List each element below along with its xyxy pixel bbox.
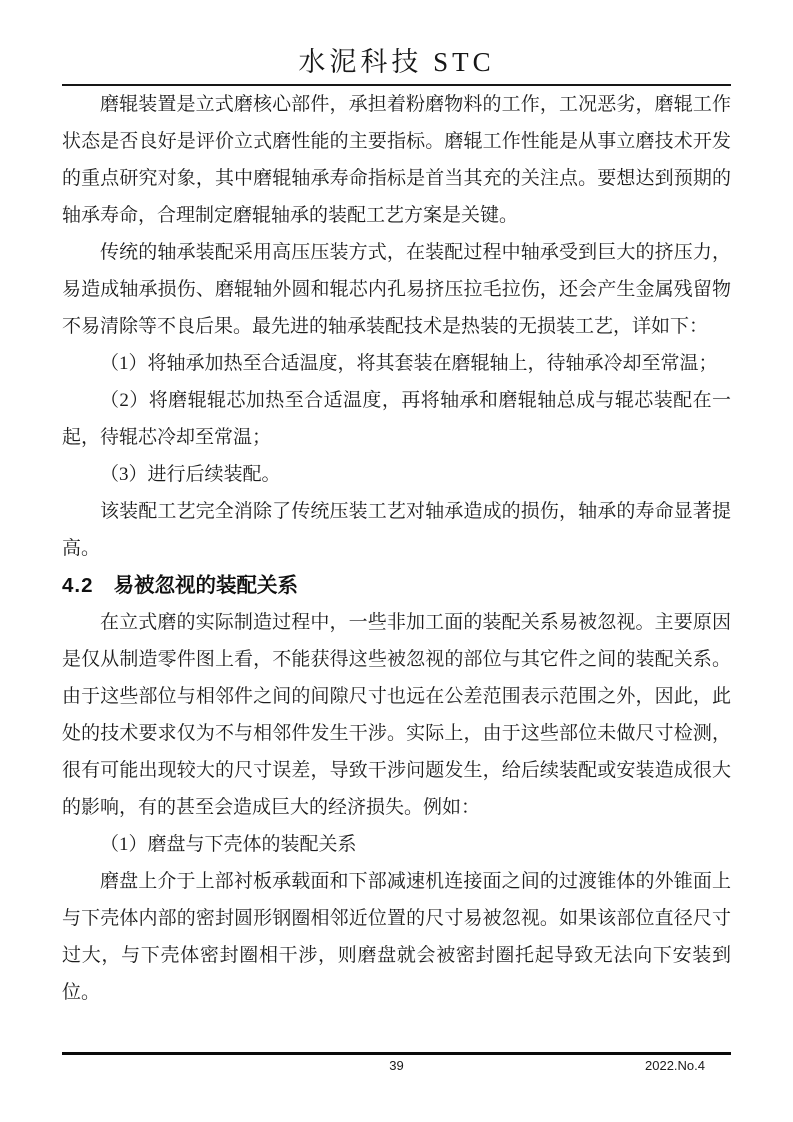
body-paragraph: 传统的轴承装配采用高压压装方式，在装配过程中轴承受到巨大的挤压力，易造成轴承损伤、磨辊轴外圆和辊芯内孔易挤压拉毛拉伤，还会产生金属残留物不易清除等不良后果。最先进的轴承装配技术是热装的无损装工艺，详如下： — [62, 242, 731, 337]
numbered-item: （1）磨盘与下壳体的装配关系 — [100, 834, 357, 855]
section-title: 易被忽视的装配关系 — [113, 574, 298, 597]
page-body — [62, 86, 731, 1011]
numbered-item: （2）将磨辊辊芯加热至合适温度，再将轴承和磨辊轴总成与辊芯装配在一起，待辊芯冷却至常温； — [62, 390, 731, 448]
journal-title: 水泥科技 STC — [298, 47, 495, 77]
section-number: 4.2 — [62, 574, 94, 597]
numbered-item: （1）将轴承加热至合适温度，将其套装在磨辊轴上，待轴承冷却至常温； — [100, 353, 718, 374]
numbered-item: （3）进行后续装配。 — [100, 464, 281, 485]
body-paragraph: 磨盘上介于上部衬板承载面和下部减速机连接面之间的过渡锥体的外锥面上与下壳体内部的密封圆形钢圈相邻近位置的尺寸易被忽视。如果该部位直径尺寸过大，与下壳体密封圈相干涉，则磨盘就会被密封圈托起导致无法向下安装到位。 — [62, 871, 731, 1003]
body-paragraph: 在立式磨的实际制造过程中，一些非加工面的装配关系易被忽视。主要原因是仅从制造零件图上看，不能获得这些被忽视的部位与其它件之间的装配关系。由于这些部位与相邻件之间的间隙尺寸也远在公差范围表示范围之外，因此，此处的技术要求仅为不与相邻件发生干涉。实际上，由于这些部位未做尺寸检测，很有可能出现较大的尺寸误差，导致干涉问题发生，给后续装配或安装造成很大的影响，有的甚至会造成巨大的经济损失。例如： — [62, 612, 731, 818]
body-paragraph: 该装配工艺完全消除了传统压装工艺对轴承造成的损伤，轴承的寿命显著提高。 — [62, 501, 731, 559]
issue-number: 2022.No.4 — [645, 1058, 705, 1073]
body-paragraph: 磨辊装置是立式磨核心部件，承担着粉磨物料的工作，工况恶劣，磨辊工作状态是否良好是评价立式磨性能的主要指标。磨辊工作性能是从事立磨技术开发的重点研究对象，其中磨辊轴承寿命指标是首当其充的关注点。要想达到预期的轴承寿命，合理制定磨辊轴承的装配工艺方案是关键。 — [62, 94, 731, 226]
section-heading — [62, 567, 731, 604]
footer-rule — [62, 1052, 731, 1055]
page-number: 39 — [389, 1058, 404, 1073]
